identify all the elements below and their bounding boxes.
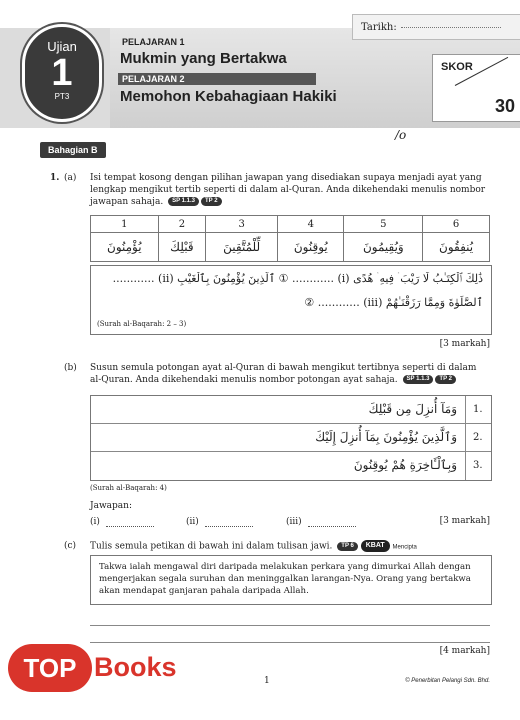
fragment-number: 3.: [473, 460, 483, 471]
lesson1-title: Mukmin yang Bertakwa: [120, 50, 287, 67]
option-number: 4: [278, 216, 344, 233]
jawapan-label: Jawapan:: [90, 501, 132, 511]
badge-number: 1: [51, 52, 73, 94]
answer-i-blank[interactable]: [106, 526, 154, 527]
verse-box: [90, 265, 492, 335]
option-word: يُنفِقُونَ: [423, 233, 490, 262]
passage-box: [90, 555, 492, 605]
tag-tp: TP 6: [337, 542, 358, 551]
answer-iii-blank[interactable]: [308, 526, 356, 527]
option-number: 6: [423, 216, 490, 233]
section-badge: Bahagian B: [40, 142, 106, 158]
badge-top: Ujian: [47, 39, 77, 54]
mencipta-label: Mencipta: [392, 544, 417, 551]
skor-total: 30: [494, 96, 515, 116]
fragment-number: 1.: [473, 404, 483, 415]
topbooks-logo-books: Books: [94, 652, 177, 682]
fragment-number: 2.: [473, 432, 483, 443]
tag-sp: SP 1.1.3: [168, 197, 199, 206]
lesson2-title: Memohon Kebahagiaan Hakiki: [120, 88, 337, 105]
option-number: 2: [158, 216, 206, 233]
answer-i-label: (i): [90, 517, 100, 527]
passage-text: Takwa ialah mengawal diri daripada melakukan perkara yang dimurkai Allah dengan mengerjakan segala suruhan dan meninggalkan larangan-Nya. Orang yang bertakwa akan mendapat ganjaran pahala daripada Allah.: [99, 562, 471, 596]
ujian-badge: [22, 24, 102, 122]
tarikh-field: Tarikh:: [352, 14, 520, 40]
verse-line-1: ذَٰلِكَ ٱلْكِتَـٰبُ لَا رَيْبَ ۛ فِيهِ ۛ هُدًى (i) ............ ① ٱلَّذِينَ يُؤْمِنُونَ بِٱلْغَيْبِ (ii) ............: [112, 272, 483, 285]
tag-tp: TP 2: [435, 375, 456, 384]
topbooks-logo-top: TOP: [8, 644, 92, 692]
markah-a: [3 markah]: [439, 339, 490, 349]
option-word: يُؤْمِنُونَ: [91, 233, 159, 262]
badge-bottom: PT3: [54, 92, 70, 101]
tag-tp: TP 2: [201, 197, 222, 206]
option-number: 1: [91, 216, 159, 233]
question-number: 1.: [50, 173, 60, 183]
answer-iii-label: (iii): [286, 517, 302, 527]
answer-ii-label: (ii): [186, 517, 199, 527]
part-c-label: (c): [64, 541, 77, 551]
instruction-c: Tulis semula petikan di bawah ini dalam tulisan jawi. TP 6 KBAT Mencipta: [90, 541, 417, 552]
skor-box: [432, 54, 520, 122]
answer-line[interactable]: [90, 642, 490, 643]
tag-sp: SP 1.1.3: [403, 375, 434, 384]
source-a: (Surah al-Baqarah: 2 – 3): [97, 320, 187, 328]
answer-line[interactable]: [90, 625, 490, 626]
instruction-b: Susun semula potongan ayat al-Quran di bawah mengikut tertibnya seperti di dalam al-Quran. Anda dikehendaki menulis nombor potongan ayat sahaja. SP 1.1.3 TP 2: [90, 363, 477, 385]
option-word: قَبْلِكَ: [158, 233, 206, 262]
verse-line-2: ٱلصَّلَوٰةَ وَمِمَّا رَزَقْنَـٰهُمْ (iii) ............ ②: [304, 296, 483, 309]
markah-c: [4 markah]: [439, 646, 490, 656]
handwritten-score: /o: [395, 128, 407, 142]
instruction-a: Isi tempat kosong dengan pilihan jawapan yang disediakan supaya menjadi ayat yang lengkap mengikut tertib seperti di dalam al-Quran. Anda dikehendaki menulis nombor jawapan sahaja. SP 1.1.3 TP 2: [90, 173, 486, 207]
option-number: 5: [344, 216, 423, 233]
option-number: 3: [206, 216, 278, 233]
option-word: لِّلْمُتَّقِينَ: [206, 233, 278, 262]
markah-b: [3 markah]: [439, 516, 490, 526]
option-word: يُوقِنُونَ: [278, 233, 344, 262]
part-b-label: (b): [64, 363, 77, 373]
publisher: © Penerbitan Pelangi Sdn. Bhd.: [405, 678, 490, 684]
fragment-3: وَبِٱلْـَٔاخِرَةِ هُمْ يُوقِنُونَ: [353, 458, 457, 472]
fragment-2: وَٱلَّذِينَ يُؤْمِنُونَ بِمَآ أُنزِلَ إِلَيْكَ: [315, 430, 457, 444]
options-table: [90, 215, 490, 262]
fragment-1: وَمَآ أُنزِلَ مِن قَبْلِكَ: [368, 402, 457, 416]
lesson1-label: PELAJARAN 1: [122, 37, 185, 47]
lesson2-label: PELAJARAN 2: [118, 73, 316, 85]
fragments-box: [90, 395, 492, 481]
part-a-label: (a): [64, 173, 77, 183]
answer-ii-blank[interactable]: [205, 526, 253, 527]
option-word: وَيُقِيمُونَ: [344, 233, 423, 262]
skor-label: SKOR: [441, 61, 473, 73]
kbat-badge: KBAT: [361, 540, 390, 552]
page-number: 1: [264, 676, 270, 686]
source-b: (Surah al-Baqarah: 4): [90, 484, 167, 492]
